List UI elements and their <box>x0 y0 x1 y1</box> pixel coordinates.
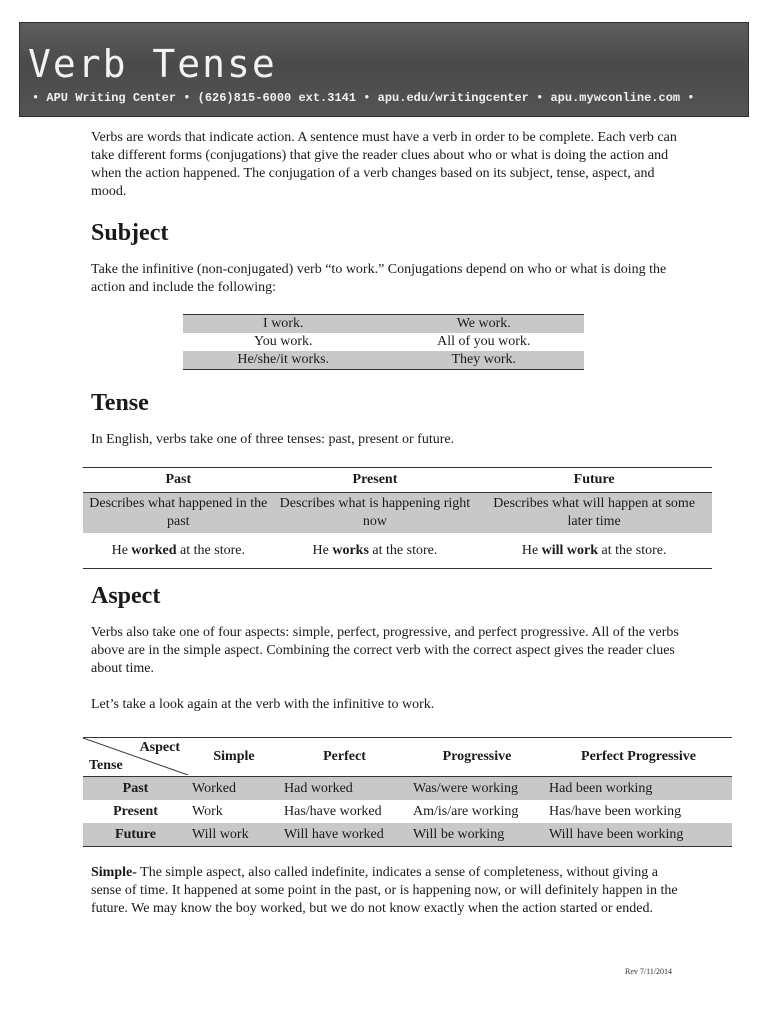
table-cell: Describes what is happening right now <box>274 493 477 534</box>
row-header: Past <box>83 777 188 801</box>
example-text: at the store. <box>598 542 667 558</box>
table-cell: Describes what will happen at some later time <box>476 493 712 534</box>
header-banner <box>19 22 749 117</box>
table-cell: Was/were working <box>409 777 545 801</box>
table-cell <box>274 533 477 569</box>
example-text: at the store. <box>176 542 245 558</box>
table-header-row <box>83 468 712 493</box>
aspect-paragraph-2: Let’s take a look again at the verb with the infinitive to work. <box>91 697 435 712</box>
table-row <box>183 315 584 334</box>
table-cell: They work. <box>384 351 585 370</box>
subject-paragraph: Take the infinitive (non-conjugated) verb “to work.” Conjugations depend on who or what is doing the action and include the following: <box>91 262 667 295</box>
simple-text: The simple aspect, also called indefinite, indicates a sense of completeness, without giving a sense of time. It happened at some point in the past, or is happening now, or will definitely happen in the future. We may know the boy worked, but we do not know exactly when the action started or ended. <box>91 865 678 916</box>
subject-table <box>183 314 584 370</box>
column-header: Perfect Progressive <box>545 738 732 777</box>
column-header: Perfect <box>280 738 409 777</box>
intro-section <box>91 129 681 201</box>
table-cell: He/she/it works. <box>183 351 384 370</box>
table-cell: We work. <box>384 315 585 334</box>
aspect-heading: Aspect <box>91 583 161 609</box>
corner-header <box>83 738 188 777</box>
table-cell: Has/have been working <box>549 803 682 819</box>
tense-text-block <box>91 431 681 449</box>
tense-heading: Tense <box>91 390 149 416</box>
table-cell: All of you work. <box>437 334 531 349</box>
table-cell: Had worked <box>280 777 409 801</box>
example-text: He <box>521 542 542 558</box>
column-header: Present <box>274 468 477 493</box>
table-row <box>83 777 732 801</box>
aspect-paragraph: Verbs also take one of four aspects: simple, perfect, progressive, and perfect progressive. All of the verbs above are in the simple aspect. Combining the correct verb with the correct aspect gives the reader clues about time. <box>91 625 679 676</box>
column-header: Simple <box>188 738 280 777</box>
table-cell: Work <box>192 803 223 819</box>
table-cell: Describes what happened in the past <box>83 493 274 534</box>
aspect-text-block <box>91 624 681 678</box>
table-cell: Will have worked <box>280 823 409 847</box>
table-cell: Am/is/are working <box>413 803 519 819</box>
table-cell: Will work <box>188 823 280 847</box>
table-row <box>83 533 712 569</box>
table-row <box>183 351 584 370</box>
page-title: Verb Tense <box>28 42 277 86</box>
corner-tense-label: Tense <box>89 758 123 773</box>
column-header: Progressive <box>409 738 545 777</box>
aspect-table <box>83 737 732 847</box>
table-row <box>83 823 732 847</box>
contact-info: • APU Writing Center • (626)815-6000 ext.3141 • apu.edu/writingcenter • apu.mywconline.com • <box>32 91 695 105</box>
table-row <box>83 493 712 534</box>
simple-section <box>91 864 681 918</box>
subject-heading: Subject <box>91 220 169 246</box>
table-cell: Had been working <box>545 777 732 801</box>
example-verb: works <box>332 542 369 558</box>
table-cell <box>476 533 712 569</box>
tense-table <box>83 467 712 569</box>
subject-section <box>91 219 681 247</box>
table-row <box>183 333 584 351</box>
tense-section <box>91 389 681 417</box>
row-header: Present <box>113 803 158 819</box>
column-header: Past <box>83 468 274 493</box>
table-cell: Worked <box>188 777 280 801</box>
aspect-text2-block <box>91 696 681 714</box>
simple-paragraph <box>91 864 681 918</box>
table-cell: Has/have worked <box>284 803 382 819</box>
table-row <box>83 800 732 823</box>
revision-date: Rev 7/11/2014 <box>625 967 673 976</box>
simple-label: Simple- <box>91 865 137 880</box>
table-cell: Will have been working <box>545 823 732 847</box>
intro-paragraph: Verbs are words that indicate action. A sentence must have a verb in order to be complete. Each verb can take different forms (conjugations) that give the reader clues about who or what is doing the action and when the action happened. The conjugation of a verb changes based on its subject, tense, aspect, and mood. <box>91 130 677 199</box>
table-cell: I work. <box>183 315 384 334</box>
tense-paragraph: In English, verbs take one of three tenses: past, present or future. <box>91 432 455 447</box>
example-text: He <box>312 542 333 558</box>
table-cell: Will be working <box>409 823 545 847</box>
table-cell: You work. <box>254 334 313 349</box>
table-cell <box>83 533 274 569</box>
column-header: Future <box>476 468 712 493</box>
example-text: He <box>111 542 132 558</box>
corner-aspect-label: Aspect <box>139 740 180 755</box>
table-header-row <box>83 738 732 777</box>
subject-text-block <box>91 261 681 297</box>
example-verb: worked <box>131 542 177 558</box>
aspect-section <box>91 582 681 610</box>
row-header: Future <box>83 823 188 847</box>
example-text: at the store. <box>368 542 438 558</box>
example-verb: will work <box>541 542 599 558</box>
